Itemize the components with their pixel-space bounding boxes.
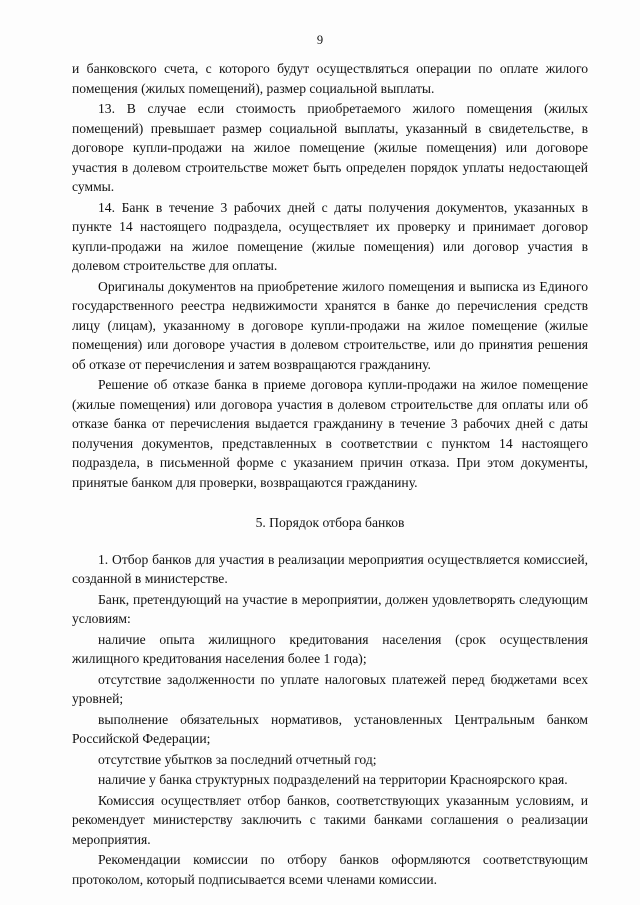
paragraph: Решение об отказе банка в приеме договора купли-продажи на жилое помещение (жилые помещения) или договора участия в долевом строительстве для оплаты или об отказе банка от перечисления выдается гражданину в течение 3 рабочих дней с даты получения документов, представленных в соответствии с пунктом 14 настоящего подраздела, в письменной форме с указанием причин отказа. При этом документы, принятые банком для проверки, возвращаются гражданину. xyxy=(72,377,588,490)
list-item: отсутствие задолженности по уплате налоговых платежей перед бюджетами всех уровней; xyxy=(72,671,588,706)
paragraph: 1. Отбор банков для участия в реализации мероприятия осуществляется комиссией, созданной в министерстве. xyxy=(72,551,588,586)
paragraph: и банковского счета, с которого будут осуществляться операции по оплате жилого помещения (жилых помещений), размер социальной выплаты. xyxy=(72,61,588,96)
page-number: 9 xyxy=(316,33,324,47)
paragraph: Банк, претендующий на участие в мероприятии, должен удовлетворять следующим условиям: xyxy=(72,591,588,626)
list-item: выполнение обязательных нормативов, установленных Центральным банком Российской Федерации; xyxy=(72,711,588,746)
list-item: наличие опыта жилищного кредитования населения (срок осуществления жилищного кредитования населения более 1 года); xyxy=(72,631,588,666)
paragraph: Оригиналы документов на приобретение жилого помещения и выписка из Единого государственного реестра недвижимости хранятся в банке до перечисления средств лицу (лицам), указанному в договоре купли-продажи на жилое помещение (жилые помещения) или договоре участия в долевом строительстве, или до принятия решения об отказе от перечисления и затем возвращаются гражданину. xyxy=(72,278,588,372)
list-item: отсутствие убытков за последний отчетный год; xyxy=(98,751,377,767)
section-title: 5. Порядок отбора банков xyxy=(255,515,405,530)
list-item: наличие у банка структурных подразделений на территории Красноярского края. xyxy=(98,772,568,787)
paragraph: Комиссия осуществляет отбор банков, соответствующих указанным условиям, и рекомендует министерству заключить с такими банками соглашения о реализации мероприятия. xyxy=(72,792,588,847)
paragraph: 14. Банк в течение 3 рабочих дней с даты получения документов, указанных в пункте 14 настоящего подраздела, осуществляет их проверку и принимает договор купли-продажи на жилое помещение (жилые помещения) или договор участия в долевом строительстве для оплаты. xyxy=(72,199,588,273)
document-body xyxy=(72,59,588,890)
paragraph: 13. В случае если стоимость приобретаемого жилого помещения (жилых помещений) превышает размер социальной выплаты, указанный в свидетельстве, в договоре купли-продажи на жилое помещение (жилые помещения) или договоре участия в долевом строительстве может быть определен порядок уплаты недостающей суммы. xyxy=(72,101,588,194)
paragraph: Рекомендации комиссии по отбору банков оформляются соответствующим протоколом, который подписывается всеми членами комиссии. xyxy=(72,852,588,887)
